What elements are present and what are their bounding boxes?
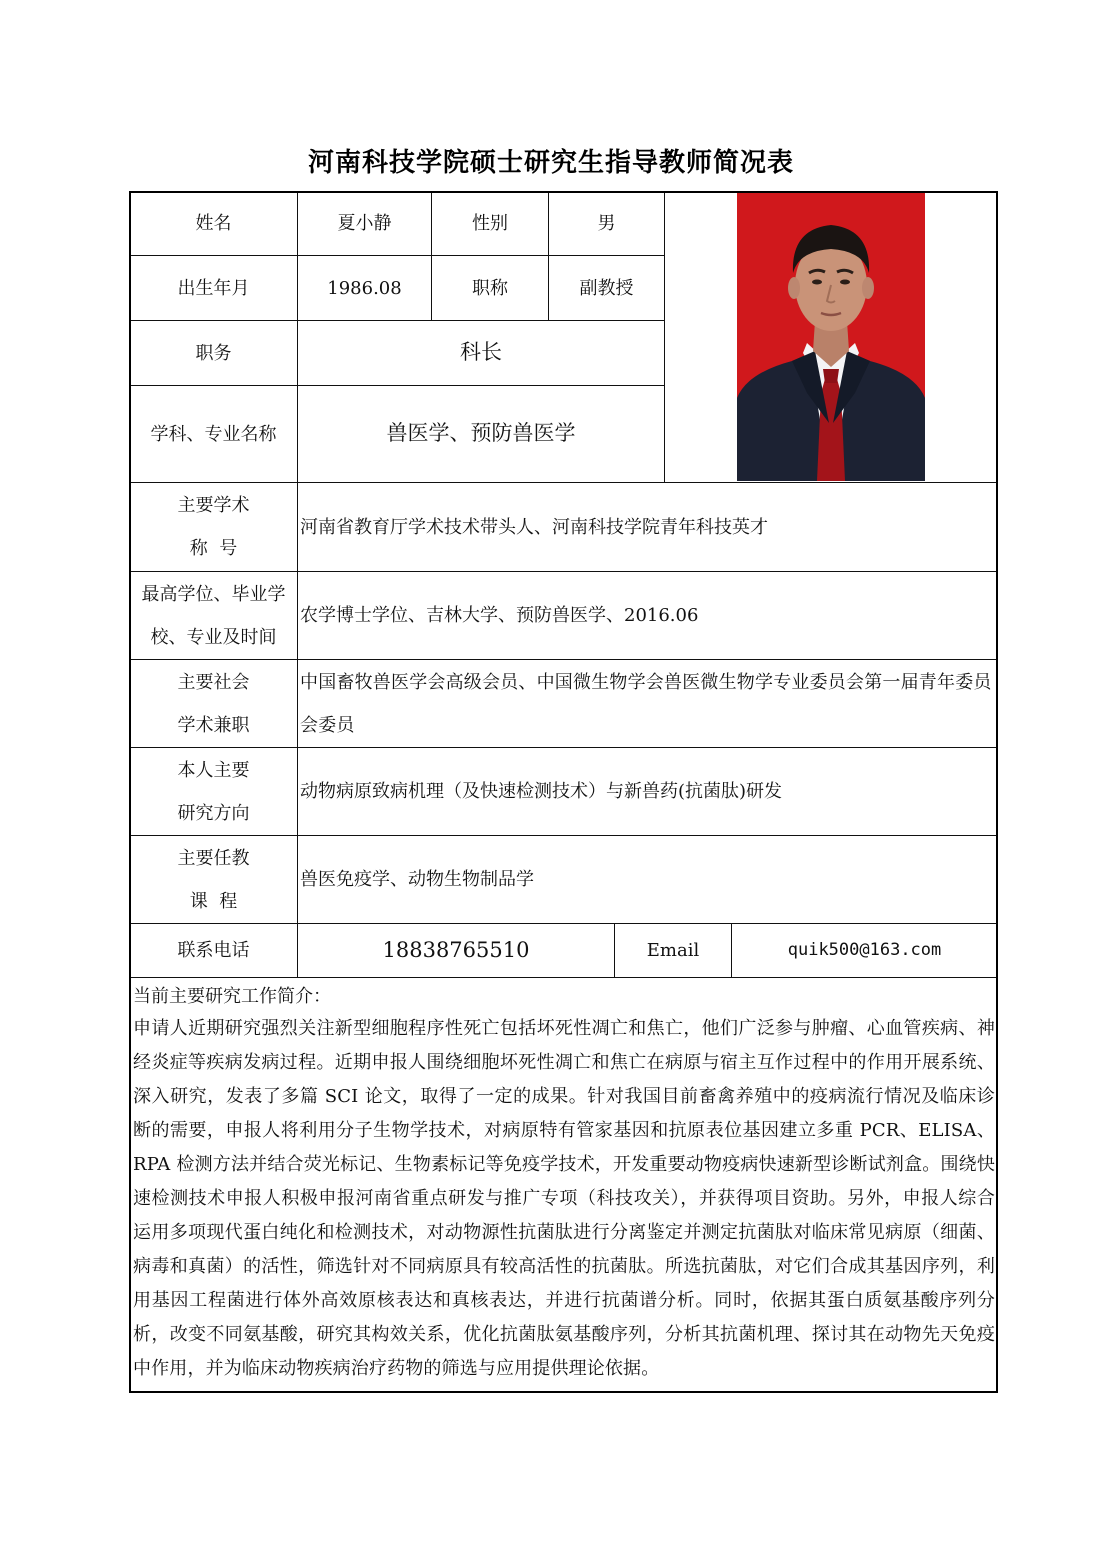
course-value: 兽医免疫学、动物生物制品学 [297, 835, 998, 924]
discipline-label: 学科、专业名称 [129, 385, 298, 483]
degree-value: 农学博士学位、吉林大学、预防兽医学、2016.06 [297, 571, 998, 660]
research-intro [129, 977, 998, 1393]
profile-table [129, 191, 998, 1393]
title-value: 副教授 [548, 255, 665, 321]
society-label [129, 659, 298, 748]
phone-value: 18838765510 [297, 923, 615, 978]
society-label-line1: 主要社会 [177, 671, 250, 693]
portrait-photo [737, 193, 925, 481]
honor-label [129, 482, 298, 572]
birth-value: 1986.08 [297, 255, 432, 321]
email-label: Email [614, 923, 732, 978]
name-label: 姓名 [129, 191, 298, 256]
research-label [129, 747, 298, 836]
degree-label [129, 571, 298, 660]
phone-label: 联系电话 [129, 923, 298, 978]
gender-value: 男 [548, 191, 665, 256]
position-value: 科长 [297, 320, 665, 386]
research-value: 动物病原致病机理（及快速检测技术）与新兽药(抗菌肽)研发 [297, 747, 998, 836]
honor-label-line2: 称 号 [189, 538, 238, 559]
honor-label-line1: 主要学术 [177, 495, 250, 516]
degree-label-line2: 校、专业及时间 [150, 626, 277, 648]
page-title: 河南科技学院硕士研究生指导教师简况表 [307, 148, 794, 178]
intro-heading: 当前主要研究工作简介： [133, 986, 331, 1007]
research-label-line1: 本人主要 [177, 759, 250, 781]
degree-label-line1: 最高学位、毕业学 [141, 583, 286, 605]
society-value: 中国畜牧兽医学会高级会员、中国微生物学会兽医微生物学专业委员会第一届青年委员会委员 [297, 659, 998, 748]
intro-body: 申请人近期研究强烈关注新型细胞程序性死亡包括坏死性凋亡和焦亡，他们广泛参与肿瘤、心血管疾病、神经炎症等疾病发病过程。近期申报人围绕细胞坏死性凋亡和焦亡在病原与宿主互作过程中的作用开展系统、深入研究，发表了多篇 SCI 论文，取得了一定的成果。针对我国目前畜禽养殖中的疫病流行情况及临床诊断的需要，申报人将利用分子生物学技术，对病原特有管家基因和抗原表位基因建立多重 PCR、ELISA、RPA 检测方法并结合荧光标记、生物素标记等免疫学技术，开发重要动物疫病快速新型诊断试剂盒。围绕快速检测技术申报人积极申报河南省重点研发与推广专项（科技攻关），并获得项目资助。另外，申报人综合运用多项现代蛋白纯化和检测技术，对动物源性抗菌肽进行分离鉴定并测定抗菌肽对临床常见病原（细菌、病毒和真菌）的活性，筛选针对不同病原具有较高活性的抗菌肽。所选抗菌肽，对它们合成其基因序列，利用基因工程菌进行体外高效原核表达和真核表达，并进行抗菌谱分析。同时，依据其蛋白质氨基酸序列分析，改变不同氨基酸，研究其构效关系，优化抗菌肽氨基酸序列，分析其抗菌机理、探讨其在动物先天免疫中作用，并为临床动物疾病治疗药物的筛选与应用提供理论依据。 [133, 1018, 995, 1379]
course-label [129, 835, 298, 924]
gender-label: 性别 [431, 191, 549, 256]
discipline-value: 兽医学、预防兽医学 [297, 385, 665, 483]
birth-label: 出生年月 [129, 255, 298, 321]
photo-cell [664, 191, 998, 483]
position-label: 职务 [129, 320, 298, 386]
course-label-line2: 课 程 [189, 890, 238, 912]
research-label-line2: 研究方向 [177, 802, 250, 824]
honor-value: 河南省教育厅学术技术带头人、河南科技学院青年科技英才 [297, 482, 998, 572]
course-label-line1: 主要任教 [177, 847, 250, 869]
email-value: quik500@163.com [731, 923, 998, 978]
title-label: 职称 [431, 255, 549, 321]
name-value: 夏小静 [297, 191, 432, 256]
society-label-line2: 学术兼职 [177, 714, 250, 736]
